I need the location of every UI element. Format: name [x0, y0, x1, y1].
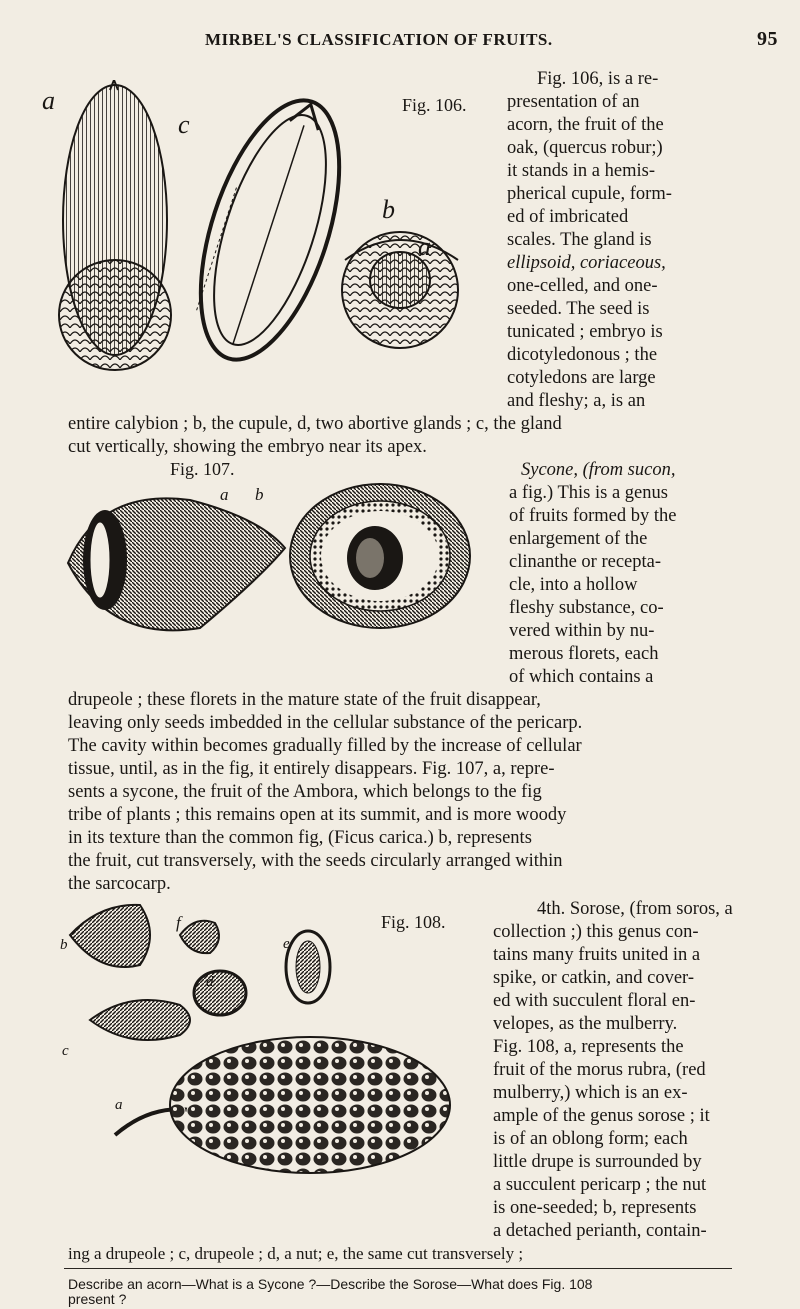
- text-line: presentation of an: [507, 92, 640, 112]
- sycone-section: [290, 484, 470, 628]
- fig108-letter-b: b: [60, 937, 68, 953]
- sycone-whole: [68, 498, 285, 630]
- text-line: Fig. 108, a, represents the: [493, 1037, 684, 1057]
- page-title: MIRBEL'S CLASSIFICATION OF FRUITS.: [205, 30, 553, 49]
- text-line: ellipsoid, coriaceous,: [507, 253, 666, 273]
- text-line: The cavity within becomes gradually filled by the increase of cellular: [68, 736, 582, 756]
- text-line: oak, (quercus robur;): [507, 138, 663, 158]
- text-line: pherical cupule, form-: [507, 184, 672, 204]
- text-line: ed with succulent floral en-: [493, 991, 696, 1011]
- mulberry-fruit: [115, 1037, 450, 1173]
- figure-106-acorn: [50, 80, 490, 380]
- text-line: merous florets, each: [509, 644, 659, 664]
- fig108-letter-a: a: [115, 1097, 123, 1113]
- text-line: in its texture than the common fig, (Ficus carica.) b, represents: [68, 828, 532, 848]
- text-line: cle, into a hollow: [509, 575, 638, 595]
- text-line: of fruits formed by the: [509, 506, 677, 526]
- text-line: collection ;) this genus con-: [493, 922, 699, 942]
- text-line: tribe of plants ; this remains open at its summit, and is more woody: [68, 805, 567, 825]
- figure-108-mulberry: [60, 895, 490, 1195]
- fig108-letter-e: e: [283, 936, 290, 952]
- text-line: acorn, the fruit of the: [507, 115, 664, 135]
- fig108-letter-c: c: [62, 1043, 69, 1059]
- text-line: ing a drupeole ; c, drupeole ; d, a nut; e, the same cut transversely ;: [68, 1244, 524, 1263]
- perianth: [70, 905, 150, 967]
- text-line: 4th. Sorose, (from soros, a: [537, 899, 733, 919]
- fig106-letter-c: c: [178, 110, 190, 139]
- fig106-letter-a: a: [42, 86, 55, 115]
- fig106-letter-b: b: [382, 195, 395, 224]
- text-line: sents a sycone, the fruit of the Ambora, which belongs to the fig: [68, 782, 542, 802]
- text-line: fruit of the morus rubra, (red: [493, 1060, 706, 1080]
- text-line: one-celled, and one-: [507, 276, 658, 296]
- text-line: dicotyledonous ; the: [507, 345, 658, 365]
- fig108-label: Fig. 108.: [381, 912, 446, 932]
- text-line: is of an oblong form; each: [493, 1129, 688, 1149]
- text-line: enlargement of the: [509, 529, 648, 549]
- text-line: scales. The gland is: [507, 230, 652, 250]
- question-line: present ?: [68, 1291, 127, 1307]
- text-line: leaving only seeds imbedded in the cellular substance of the pericarp.: [68, 713, 583, 733]
- text-line: the sarcocarp.: [68, 874, 171, 894]
- text-line: tains many fruits united in a: [493, 945, 701, 965]
- fig107-label: Fig. 107.: [170, 459, 235, 479]
- text-line: fleshy substance, co-: [509, 598, 664, 618]
- text-line: ed of imbricated: [507, 207, 629, 227]
- fig108-letter-d: d: [206, 974, 214, 990]
- text-line: entire calybion ; b, the cupule, d, two abortive glands ; c, the gland: [68, 414, 562, 434]
- fig106-letter-a2: a: [418, 232, 431, 261]
- text-line: tissue, until, as in the fig, it entirely disappears. Fig. 107, a, repre-: [68, 759, 555, 779]
- text-line: cotyledons are large: [507, 368, 656, 388]
- drupeole: [90, 1000, 190, 1040]
- fig107-letter-b: b: [255, 485, 264, 504]
- cupule: [342, 232, 458, 348]
- embryo: [180, 921, 219, 953]
- text-line: cut vertically, showing the embryo near its apex.: [68, 437, 427, 457]
- text-line: and fleshy; a, is an: [507, 391, 646, 411]
- text-line: vered within by nu-: [509, 621, 655, 641]
- text-line: a fig.) This is a genus: [509, 483, 668, 503]
- text-line: of which contains a: [509, 667, 654, 687]
- figure-107-sycone: [60, 478, 500, 643]
- text-line: ample of the genus sorose ; it: [493, 1106, 710, 1126]
- text-line: Sycone, (from sucon,: [521, 460, 676, 480]
- fig107-letter-a: a: [220, 485, 229, 504]
- text-line: Fig. 106, is a re-: [537, 69, 659, 89]
- text-line: the fruit, cut transversely, with the seeds circularly arranged within: [68, 851, 563, 871]
- text-line: is one-seeded; b, represents: [493, 1198, 697, 1218]
- text-line: a succulent pericarp ; the nut: [493, 1175, 707, 1195]
- fig108-letter-f: f: [176, 913, 181, 932]
- acorn-section: [173, 84, 367, 377]
- text-line: little drupe is surrounded by: [493, 1152, 702, 1172]
- text-line: clinanthe or recepta-: [509, 552, 662, 572]
- fig106-label: Fig. 106.: [402, 95, 467, 115]
- page-number: 95: [757, 28, 778, 50]
- acorn-whole: [59, 80, 171, 370]
- text-line: seeded. The seed is: [507, 299, 650, 319]
- text-line: velopes, as the mulberry.: [493, 1014, 678, 1034]
- question-line: Describe an acorn—What is a Sycone ?—Describe the Sorose—What does Fig. 108: [68, 1276, 593, 1292]
- footer-rule: [64, 1268, 732, 1269]
- text-line: mulberry,) which is an ex-: [493, 1083, 688, 1103]
- text-line: it stands in a hemis-: [507, 161, 655, 181]
- nut: [194, 971, 246, 1015]
- text-line: drupeole ; these florets in the mature state of the fruit disappear,: [68, 690, 541, 710]
- text-line: spike, or catkin, and cover-: [493, 968, 694, 988]
- text-line: a detached perianth, contain-: [493, 1221, 707, 1241]
- text-line: tunicated ; embryo is: [507, 322, 663, 342]
